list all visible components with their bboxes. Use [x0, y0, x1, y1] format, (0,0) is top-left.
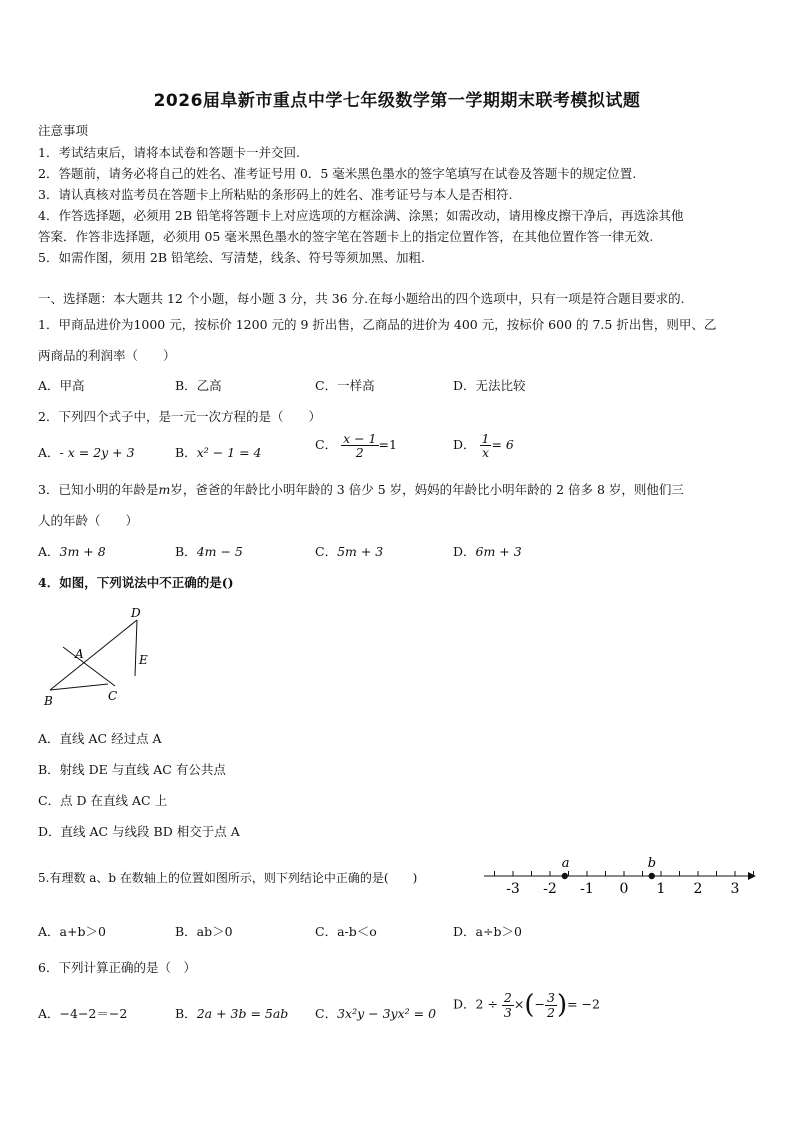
point-b	[649, 873, 655, 879]
label-D: D	[131, 606, 141, 620]
q3-option-c	[315, 542, 383, 560]
q1-option-a: A．甲高	[38, 378, 85, 393]
numerator: 3	[547, 990, 555, 1006]
right-paren: )	[556, 990, 568, 1020]
point-a	[562, 873, 568, 879]
q5-option-a: A．a+b＞0	[38, 924, 106, 939]
fraction	[502, 991, 514, 1018]
tick-label: -2	[543, 881, 557, 897]
label-A: A	[75, 647, 84, 661]
notice-item: 1．考试结束后，请将本试卷和答题卡一并交回.	[38, 145, 300, 160]
q1-option-d: D．无法比较	[453, 378, 526, 393]
notice-item: 3．请认真核对监考员在答题卡上所粘贴的条形码上的姓名、准考证号与本人是否相符.	[38, 187, 513, 202]
q4-option-d: D．直线 AC 与线段 BD 相交于点 A	[38, 824, 240, 839]
option-expression: 5m + 3	[337, 544, 384, 559]
tick-label: -3	[506, 881, 520, 897]
option-label: A．	[38, 1006, 60, 1021]
option-tail: = 6	[491, 437, 514, 453]
minor-ticks	[495, 871, 754, 876]
segment-BD	[50, 620, 137, 690]
question-3-stem	[38, 480, 684, 498]
option-expression: x² − 1 = 4	[196, 445, 262, 460]
option-label: A．	[38, 544, 60, 559]
q3-option-d	[453, 542, 522, 560]
q5-option-d: D．a÷b＞0	[453, 924, 522, 939]
option-expression: −4−2＝−2	[59, 1006, 128, 1021]
fraction	[480, 432, 492, 459]
option-label: A．	[38, 445, 60, 460]
q4-option-a: A．直线 AC 经过点 A	[38, 731, 162, 746]
question-1-stem: 1．甲商品进价为1000 元，按标价 1200 元的 9 折出售，乙商品的进价为 400 元，按标价 600 的 7.5 折出售，则甲、乙	[38, 317, 717, 332]
label-b: b	[647, 856, 657, 871]
option-label: C．	[315, 544, 338, 559]
option-label: D．	[453, 996, 476, 1012]
question-2-stem: 2．下列四个式子中，是一元一次方程的是（ ）	[38, 409, 321, 424]
section-heading: 一、选择题：本大题共 12 个小题，每小题 3 分，共 36 分.在每小题给出的四个选项中，只有一项是符合题目要求的.	[38, 291, 685, 306]
tick-label: -1	[580, 881, 594, 897]
option-expression: 3m + 8	[59, 544, 106, 559]
notice-item: 4．作答选择题，必须用 2B 铅笔将答题卡上对应选项的方框涂满、涂黑；如需改动，请用橡皮擦干净后，再选涂其他	[38, 208, 684, 223]
label-E: E	[139, 653, 148, 667]
question-3-stem-cont: 人的年龄（ ）	[38, 513, 139, 528]
option-label: D．	[453, 544, 476, 559]
q2-option-a	[38, 443, 135, 461]
q6-option-d	[453, 990, 600, 1020]
option-expression: 2 ÷	[475, 996, 498, 1012]
option-tail: =1	[378, 437, 397, 453]
q1-option-c: C．一样高	[315, 378, 375, 393]
fraction	[545, 991, 557, 1018]
label-C: C	[108, 689, 118, 703]
fraction	[341, 432, 378, 459]
denominator: 3	[503, 1004, 512, 1020]
label-B: B	[44, 694, 53, 708]
notice-item: 5．如需作图，须用 2B 铅笔绘、写清楚，线条、符号等须加黑、加粗.	[38, 250, 426, 265]
times-sign: ×	[513, 996, 525, 1012]
question-6-stem: 6．下列计算正确的是（ ）	[38, 960, 196, 975]
arrow-head-icon	[748, 872, 756, 880]
tick-label: 1	[656, 881, 666, 897]
option-expression: 4m − 5	[196, 544, 243, 559]
left-paren: (	[524, 990, 535, 1020]
denominator: x	[481, 445, 490, 461]
geometry-figure	[38, 600, 168, 715]
numerator: 1	[481, 431, 490, 446]
tick-label: 0	[619, 881, 629, 897]
notice-item: 2．答题前，请务必将自己的姓名、准考证号用 0．5 毫米黑色墨水的签字笔填写在试卷及答题卡的规定位置.	[38, 166, 637, 181]
line-AC	[63, 647, 115, 686]
option-expression: 6m + 3	[475, 544, 522, 559]
stem-text: 岁，爸爸的年龄比小明年龄的 3 倍少 5 岁，妈妈的年龄比小明年龄的 2 倍多 8 岁，则他们三	[170, 482, 684, 497]
option-label: B．	[175, 544, 197, 559]
q2-option-b	[175, 443, 262, 461]
number-line	[478, 848, 758, 898]
segment-BC	[50, 684, 108, 690]
tick-label: 3	[730, 881, 740, 897]
q2-option-d	[453, 432, 514, 459]
option-label: C．	[315, 1006, 338, 1021]
question-5-stem: 5.有理数 a、b 在数轴上的位置如图所示，则下列结论中正确的是( )	[38, 871, 418, 885]
option-expression: - x = 2y + 3	[59, 445, 135, 460]
stem-text: 3．已知小明的年龄是	[38, 482, 159, 497]
denominator: 2	[355, 445, 364, 461]
option-expression: 2a + 3b = 5ab	[196, 1006, 289, 1021]
variable-m: m	[158, 482, 171, 497]
option-label: B．	[175, 1006, 197, 1021]
q5-option-c: C．a-b＜o	[315, 924, 377, 939]
option-label: B．	[175, 445, 197, 460]
q3-option-b	[175, 542, 243, 560]
numerator: x − 1	[343, 431, 377, 446]
q2-option-c	[315, 432, 397, 459]
option-tail: = −2	[567, 996, 600, 1012]
option-expression: 3x²y − 3yx² = 0	[337, 1006, 437, 1021]
question-1-stem-cont: 两商品的利润率（ ）	[38, 348, 176, 363]
ray-DE	[135, 620, 137, 676]
question-4-stem: 4．如图，下列说法中不正确的是()	[38, 575, 234, 590]
option-label: D．	[453, 437, 476, 453]
q3-option-a	[38, 542, 106, 560]
q6-option-a	[38, 1004, 127, 1022]
option-label: C．	[315, 437, 338, 453]
denominator: 2	[547, 1004, 555, 1020]
q5-option-b: B．ab＞0	[175, 924, 233, 939]
notice-item: 答案．作答非选择题，必须用 05 毫米黑色墨水的签字笔在答题卡上的指定位置作答，在其他位置作答一律无效.	[38, 229, 654, 244]
q4-option-c: C．点 D 在直线 AC 上	[38, 793, 168, 808]
tick-labels	[506, 881, 739, 897]
numerator: 2	[503, 990, 512, 1006]
minus-sign: −	[534, 996, 545, 1012]
tick-label: 2	[693, 881, 703, 897]
label-a: a	[561, 856, 570, 871]
q6-option-b	[175, 1004, 288, 1022]
q4-option-b: B．射线 DE 与直线 AC 有公共点	[38, 762, 226, 777]
notice-heading: 注意事项	[38, 123, 89, 138]
page-title: 2026届阜新市重点中学七年级数学第一学期期末联考模拟试题	[153, 91, 641, 111]
q6-option-c	[315, 1004, 436, 1022]
q1-option-b: B．乙高	[175, 378, 222, 393]
